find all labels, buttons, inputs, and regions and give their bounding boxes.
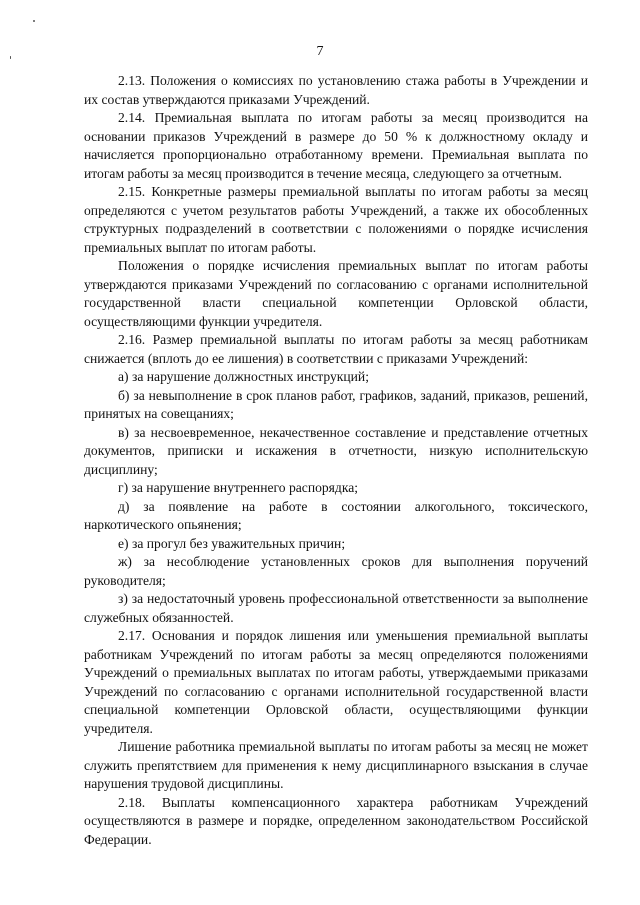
list-item-g: г) за нарушение внутреннего распорядка; [118, 480, 359, 495]
list-item-e: е) за прогул без уважительных причин; [118, 535, 346, 551]
list-item-zh: ж) за несоблюдение установленных сроков для выполнения поручений руководителя; [84, 554, 588, 588]
paragraph-2-18: 2.18. Выплаты компенсационного характера работникам Учреждений осуществляются в размере и порядке, определенном законодательством Российской Федерации. [84, 794, 588, 847]
list-item-b: б) за невыполнение в срок планов работ, графиков, заданий, приказов, решений, принятых на совещаниях; [84, 387, 588, 421]
paragraph-2-17: 2.17. Основания и порядок лишения или уменьшения премиальной выплаты работникам Учреждений по итогам работы за месяц определяются положениями Учреждений о премиальных выплатах по итогам работы, утверждаемыми приказами Учреждений по согласованию с органами исполнительной государственной власти специальной компетенции Орловской области, осуществляющими функции учредителя. [84, 628, 588, 736]
document-body [84, 72, 588, 849]
page-number: 7 [316, 44, 324, 59]
paragraph-2-14: 2.14. Премиальная выплата по итогам работы за месяц производится на основании приказов Учреждений в размере до 50 % к должностному окладу и начисляется пропорционально отработанному времени. Премиальная выплата по итогам работы за месяц производится в течение месяца, следующего за отчетным. [84, 110, 588, 181]
paragraph-2-15: 2.15. Конкретные размеры премиальной выплаты по итогам работы за месяц определяются с учетом результатов работы Учреждений, а также их обособленных структурных подразделений в соответствии с положениями о порядке исчисления премиальных выплат по итогам работы. [84, 184, 588, 255]
paragraph-2-13: 2.13. Положения о комиссиях по установлению стажа работы в Учреждении и их состав утверждаются приказами Учреждений. [84, 73, 588, 107]
paragraph-provisions-approval: Положения о порядке исчисления премиальных выплат по итогам работы утверждаются приказами Учреждений по согласованию с органами исполнительной государственной власти специальной компетенции Орловской области, осуществляющими функции учредителя. [84, 258, 588, 329]
paragraph-2-16: 2.16. Размер премиальной выплаты по итогам работы за месяц работникам снижается (вплоть до ее лишения) в соответствии с приказами Учреждений: [84, 332, 588, 366]
paragraph-deprivation: Лишение работника премиальной выплаты по итогам работы за месяц не может служить препятствием для применения к нему дисциплинарного взыскания в случае нарушения трудовой дисциплины. [84, 739, 588, 791]
scan-speck [33, 20, 35, 22]
list-item-d: д) за появление на работе в состоянии алкогольного, токсического, наркотического опьянения; [84, 498, 588, 532]
list-item-a: а) за нарушение должностных инструкций; [118, 369, 369, 384]
list-item-v: в) за несвоевременное, некачественное составление и представление отчетных документов, приписки и искажения в отчетности, низкую исполнительскую дисциплину; [84, 424, 588, 477]
list-item-z: з) за недостаточный уровень профессиональной ответственности за выполнение служебных обязанностей. [84, 591, 588, 625]
